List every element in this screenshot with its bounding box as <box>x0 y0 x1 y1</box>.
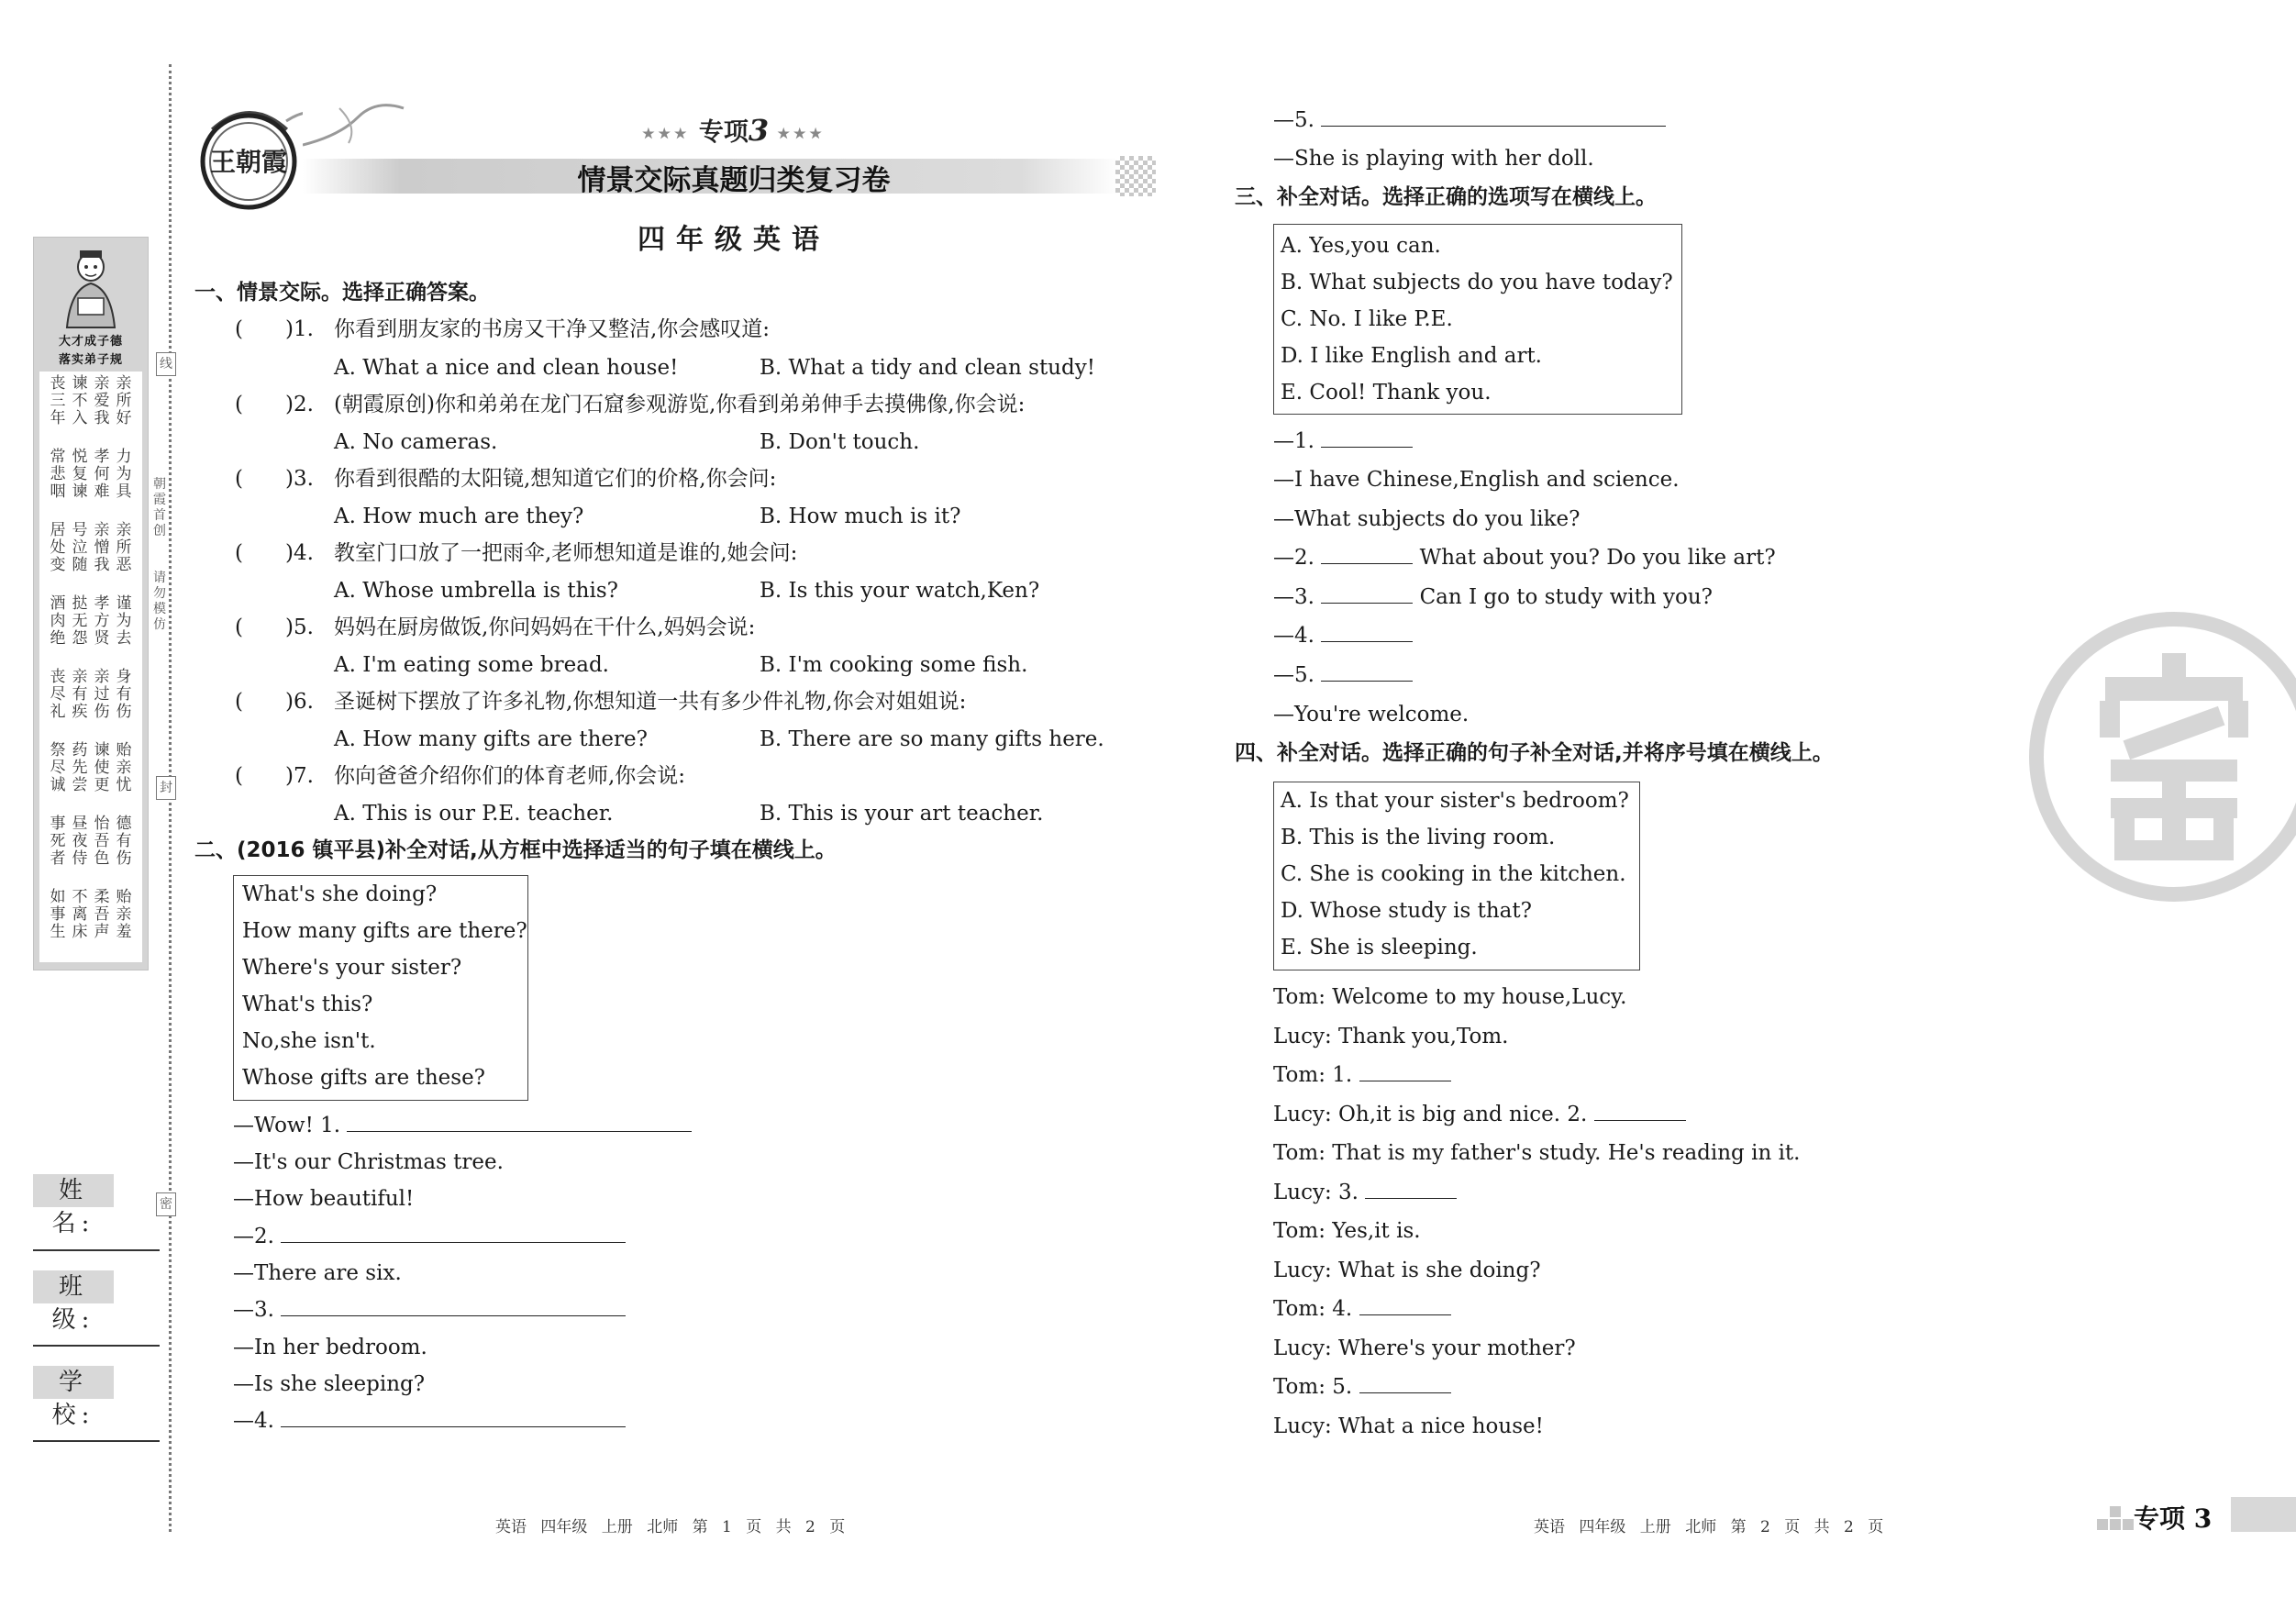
poem-column: 亲 过 伤 <box>94 668 110 721</box>
poem-column: 丧 三 年 <box>50 374 66 427</box>
dialog-line <box>1273 1179 1457 1206</box>
poem-column: 孝 何 难 <box>94 448 110 501</box>
dialog-text: Lucy: Oh,it is big and nice. 2. <box>1273 1103 1588 1126</box>
poem-column: 悦 复 谏 <box>72 448 88 501</box>
dialog-line <box>1273 661 1413 689</box>
class-label: 班 级: <box>33 1270 114 1303</box>
poem-column: 谏 使 更 <box>94 741 110 794</box>
dialog-line: Lucy: What is she doing? <box>1273 1259 1541 1282</box>
poem-group <box>49 375 133 427</box>
footer-left: 英语 四年级 上册 北师 第 1 页 共 2 页 <box>495 1518 846 1536</box>
option-b[interactable]: B. How much is it? <box>760 505 961 528</box>
dialog-text: —5. <box>1273 108 1314 132</box>
option-sentence: D. Whose study is that? <box>1281 899 1532 923</box>
option-sentence: No,she isn't. <box>242 1029 376 1053</box>
poem-column: 挞 无 怨 <box>72 594 88 648</box>
poem-column: 居 处 变 <box>50 521 66 574</box>
dialog-text: —2. <box>233 1225 274 1248</box>
question-prompt: 妈妈在厨房做饭,你问妈妈在干什么,妈妈会说: <box>334 616 756 639</box>
corner-decoration <box>2123 1519 2134 1530</box>
option-sentence: How many gifts are there? <box>242 919 527 943</box>
option-a[interactable]: A. I'm eating some bread. <box>334 653 609 677</box>
poem-column: 号 泣 随 <box>72 521 88 574</box>
header-checker-pattern <box>1115 156 1156 196</box>
dialog-line <box>1273 1373 1451 1401</box>
option-b[interactable]: B. I'm cooking some fish. <box>760 653 1028 677</box>
poem-column: 德 有 伤 <box>116 815 132 868</box>
question-number[interactable]: ( )6. <box>235 690 314 714</box>
vertical-note-original: 朝 霞 首 创 <box>153 477 166 538</box>
option-b[interactable]: B. What a tidy and clean study! <box>760 356 1095 380</box>
name-field[interactable] <box>33 1249 160 1251</box>
dialog-line: —You're welcome. <box>1273 703 1470 726</box>
option-b[interactable]: B. Is this your watch,Ken? <box>760 579 1040 603</box>
poem-column: 身 有 伤 <box>116 668 132 721</box>
motto-line-1: 大才成子德 <box>58 335 123 349</box>
dialog-line: —She is playing with her doll. <box>1273 147 1594 171</box>
poem-column: 昼 夜 侍 <box>72 815 88 868</box>
poem-column: 谏 不 入 <box>72 374 88 427</box>
option-sentence: A. Yes,you can. <box>1281 234 1441 258</box>
poem-column: 亲 所 好 <box>116 374 132 427</box>
question-prompt: 圣诞树下摆放了许多礼物,你想知道一共有多少件礼物,你会对姐姐说: <box>334 690 967 714</box>
dialog-text: —1. <box>1273 429 1314 453</box>
poem-column: 如 事 生 <box>50 888 66 941</box>
poem-group <box>49 449 133 501</box>
dialog-text: —Wow! 1. <box>233 1114 341 1137</box>
poem-column: 力 为 具 <box>116 448 132 501</box>
dialog-line <box>1273 1295 1451 1323</box>
poem-column: 亲 有 疾 <box>72 668 88 721</box>
poem-box <box>39 372 142 962</box>
dialog-line: —What subjects do you like? <box>1273 507 1581 531</box>
question-number[interactable]: ( )3. <box>235 467 314 491</box>
question-prompt: 教室门口放了一把雨伞,老师想知道是谁的,她会问: <box>334 541 798 565</box>
dialog-text: What about you? Do you like art? <box>1419 546 1776 570</box>
dialog-line: Tom: Yes,it is. <box>1273 1219 1421 1243</box>
motto-line-2: 落实弟子规 <box>58 353 123 367</box>
question-number[interactable]: ( )7. <box>235 764 314 788</box>
corner-decoration <box>2110 1506 2121 1517</box>
dialog-line: Lucy: Thank you,Tom. <box>1273 1025 1509 1048</box>
option-a[interactable]: A. Whose umbrella is this? <box>334 579 618 603</box>
class-field[interactable] <box>33 1345 160 1347</box>
answer-blank[interactable] <box>1365 1180 1457 1199</box>
question-prompt: 你看到很酷的太阳镜,想知道它们的价格,你会问: <box>334 467 777 491</box>
poem-group <box>49 815 133 868</box>
poem-column: 谨 为 去 <box>116 594 132 648</box>
dialog-line: —I have Chinese,English and science. <box>1273 468 1680 492</box>
answer-blank[interactable] <box>281 1408 626 1427</box>
answer-blank[interactable] <box>281 1224 626 1243</box>
fold-mark-secret: 密 <box>156 1192 176 1216</box>
dialog-line: —It's our Christmas tree. <box>233 1150 504 1174</box>
option-b[interactable]: B. Don't touch. <box>760 430 920 454</box>
confidential-stamp-icon <box>2023 605 2296 908</box>
ribbon-icon <box>303 99 413 154</box>
poem-column: 事 死 者 <box>50 815 66 868</box>
dialog-line: —In her bedroom. <box>233 1336 427 1359</box>
option-sentence: What's she doing? <box>242 882 438 906</box>
poem-column: 丧 尽 礼 <box>50 668 66 721</box>
dialog-text: —5. <box>1273 663 1314 687</box>
option-b[interactable]: B. There are so many gifts here. <box>760 727 1104 751</box>
answer-blank[interactable] <box>1359 1296 1451 1315</box>
vertical-note-no-copy: 请 勿 模 仿 <box>153 571 166 632</box>
poem-column: 柔 吾 声 <box>94 888 110 941</box>
option-sentence: C. She is cooking in the kitchen. <box>1281 862 1626 886</box>
scholar-illustration <box>54 247 128 329</box>
star-icon: ★★★ <box>642 125 691 142</box>
logo-text: 王朝霞 <box>209 147 288 177</box>
option-sentence: A. Is that your sister's bedroom? <box>1281 789 1629 813</box>
answer-blank[interactable] <box>1359 1062 1451 1081</box>
dialog-line: Tom: That is my father's study. He's reading in it. <box>1273 1141 1801 1165</box>
poem-group <box>49 522 133 574</box>
answer-blank[interactable] <box>1594 1102 1686 1121</box>
answer-blank[interactable] <box>1321 428 1413 448</box>
option-sentence: E. She is sleeping. <box>1281 936 1478 959</box>
dialog-text: Tom: 5. <box>1273 1375 1353 1399</box>
option-sentence: E. Cool! Thank you. <box>1281 381 1492 405</box>
poem-column: 怡 吾 色 <box>94 815 110 868</box>
corner-tag: 专项 3 <box>2134 1503 2213 1534</box>
dialog-text: Can I go to study with you? <box>1419 585 1713 609</box>
dialog-text: —3. <box>233 1298 274 1322</box>
answer-blank[interactable] <box>1321 584 1413 604</box>
section2-heading: 二、(2016 镇平县)补全对话,从方框中选择适当的句子填在横线上。 <box>194 838 837 862</box>
question-prompt: 你看到朋友家的书房又干净又整洁,你会感叹道: <box>334 317 771 341</box>
option-sentence: Where's your sister? <box>242 956 462 980</box>
question-prompt: 你向爸爸介绍你们的体育老师,你会说: <box>334 764 686 788</box>
dialog-line <box>233 1223 626 1250</box>
poem-column: 亲 爱 我 <box>94 374 110 427</box>
dialog-line <box>233 1296 626 1324</box>
option-sentence: What's this? <box>242 993 373 1016</box>
dialog-text: —4. <box>1273 624 1314 648</box>
poem-column: 药 先 尝 <box>72 741 88 794</box>
special-tag-label: 专项 <box>698 118 749 147</box>
poem-group <box>49 669 133 721</box>
question-number[interactable]: ( )2. <box>235 393 314 416</box>
dialog-text: —3. <box>1273 585 1314 609</box>
section1-heading: 一、情景交际。选择正确答案。 <box>194 281 490 305</box>
dialog-line: —How beautiful! <box>233 1187 415 1211</box>
poem-column: 贻 亲 忧 <box>116 741 132 794</box>
brand-logo-icon <box>194 103 303 211</box>
option-a[interactable]: A. How many gifts are there? <box>334 727 648 751</box>
option-sentence: Whose gifts are these? <box>242 1066 486 1090</box>
poem-column: 祭 尽 诚 <box>50 741 66 794</box>
dialog-line <box>233 1112 692 1139</box>
dialog-text: —2. <box>1273 546 1314 570</box>
special-tag <box>633 112 835 148</box>
answer-blank[interactable] <box>1359 1374 1451 1393</box>
poem-column: 孝 方 贤 <box>94 594 110 648</box>
poem-column: 常 悲 咽 <box>50 448 66 501</box>
dialog-line <box>1273 1101 1686 1128</box>
dialog-line <box>1273 544 1776 571</box>
dialog-line: Tom: Welcome to my house,Lucy. <box>1273 985 1627 1009</box>
question-number[interactable]: ( )1. <box>235 317 314 341</box>
option-sentence: D. I like English and art. <box>1281 344 1542 368</box>
dialog-line: —Is she sleeping? <box>233 1372 426 1396</box>
name-label: 姓 名: <box>33 1174 114 1207</box>
option-a[interactable]: A. No cameras. <box>334 430 498 454</box>
corner-decoration <box>2097 1519 2108 1530</box>
poem-column: 贻 亲 羞 <box>116 888 132 941</box>
answer-blank[interactable] <box>347 1113 692 1132</box>
poem-column: 不 离 床 <box>72 888 88 941</box>
dialog-line <box>233 1407 626 1435</box>
fold-mark-seal: 封 <box>156 776 176 800</box>
option-a[interactable]: A. What a nice and clean house! <box>334 356 679 380</box>
poem-group <box>49 742 133 794</box>
dialog-line: —There are six. <box>233 1261 402 1285</box>
option-a[interactable]: A. How much are they? <box>334 505 584 528</box>
option-sentence: B. What subjects do you have today? <box>1281 271 1673 294</box>
footer-right: 英语 四年级 上册 北师 第 2 页 共 2 页 <box>1534 1518 1884 1536</box>
school-field[interactable] <box>33 1440 160 1442</box>
poem-column: 亲 所 恶 <box>116 521 132 574</box>
dialog-line <box>1273 622 1413 649</box>
page-title: 情景交际真题归类复习卷 <box>577 164 891 197</box>
special-tag-number: 3 <box>748 113 770 148</box>
poem-column: 酒 肉 绝 <box>50 594 66 648</box>
dialog-line <box>1273 427 1413 455</box>
section3-heading: 三、补全对话。选择正确的选项写在横线上。 <box>1235 185 1657 209</box>
question-number[interactable]: ( )4. <box>235 541 314 565</box>
fold-mark-line: 线 <box>156 352 176 376</box>
answer-blank[interactable] <box>281 1297 626 1316</box>
poem-group <box>49 595 133 648</box>
question-prompt: (朝霞原创)你和弟弟在龙门石窟参观游览,你看到弟弟伸手去摸佛像,你会说: <box>334 393 1026 416</box>
dialog-text: —4. <box>233 1409 274 1433</box>
dialog-line: Lucy: What a nice house! <box>1273 1414 1544 1438</box>
star-icon: ★★★ <box>777 125 826 142</box>
dialog-line <box>1273 1061 1451 1089</box>
school-label: 学 校: <box>33 1366 114 1399</box>
option-a[interactable]: A. This is our P.E. teacher. <box>334 802 614 826</box>
answer-blank[interactable] <box>1321 662 1413 682</box>
dialog-line <box>1273 583 1713 611</box>
option-sentence: C. No. I like P.E. <box>1281 307 1453 331</box>
question-number[interactable]: ( )5. <box>235 616 314 639</box>
option-sentence: B. This is the living room. <box>1281 826 1556 849</box>
corner-bar <box>2231 1497 2296 1532</box>
poem-column: 亲 憎 我 <box>94 521 110 574</box>
dialog-text: Tom: 4. <box>1273 1297 1353 1321</box>
dialog-line <box>1273 106 1666 134</box>
answer-blank[interactable] <box>1321 623 1413 642</box>
dialog-line: Lucy: Where's your mother? <box>1273 1336 1576 1360</box>
side-panel <box>33 237 149 970</box>
answer-blank[interactable] <box>1321 107 1666 127</box>
poem-group <box>49 889 133 941</box>
dialog-text: Tom: 1. <box>1273 1063 1353 1087</box>
answer-blank[interactable] <box>1321 545 1413 564</box>
dialog-text: Lucy: 3. <box>1273 1181 1359 1204</box>
corner-decoration <box>2110 1519 2121 1530</box>
page-subtitle: 四年级英语 <box>638 224 830 256</box>
option-b[interactable]: B. This is your art teacher. <box>760 802 1044 826</box>
section4-heading: 四、补全对话。选择正确的句子补全对话,并将序号填在横线上。 <box>1235 741 1834 765</box>
